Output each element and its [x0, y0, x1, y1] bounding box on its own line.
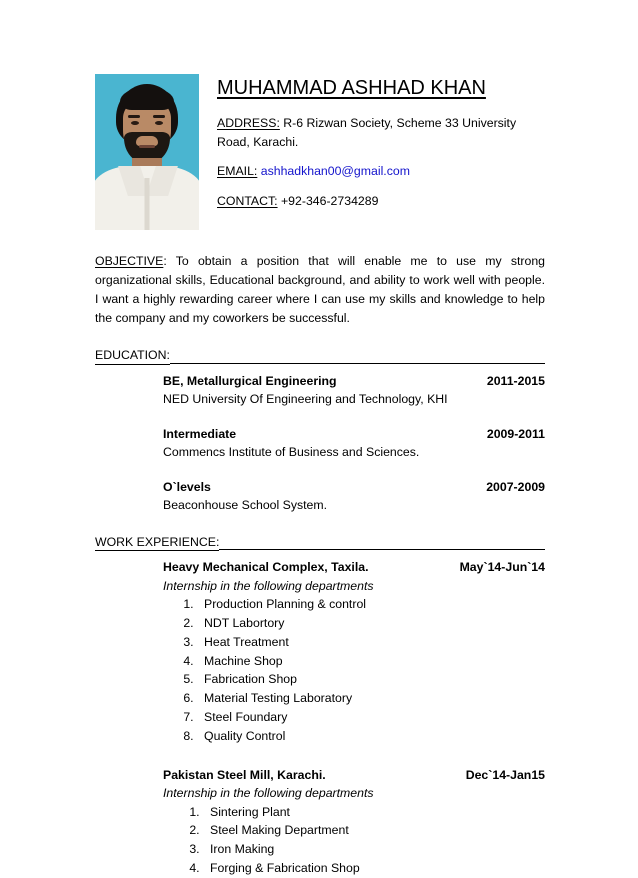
- page-title: MUHAMMAD ASHHAD KHAN: [217, 77, 486, 99]
- list-item: 2. NDT Labortory: [197, 614, 545, 633]
- work-subtitle: Internship in the following departments: [163, 786, 374, 801]
- work-experience-entries: [95, 558, 545, 878]
- objective-text: : To obtain a position that will enable me to use my strong organizational skills, Educational background, and ability to work well with people. I want a highly rewarding career where I can use my skills and knowledge to help the company and my coworkers be successful.: [95, 254, 545, 326]
- degree-title: Intermediate: [163, 426, 237, 441]
- photo-mouth: [139, 145, 155, 148]
- photo-eye-left: [131, 121, 139, 125]
- profile-photo: [95, 74, 199, 230]
- photo-placket: [145, 178, 150, 230]
- contact-label: CONTACT:: [217, 194, 278, 209]
- degree-title: BE, Metallurgical Engineering: [163, 373, 337, 388]
- work-experience-heading-label: WORK EXPERIENCE:: [95, 535, 219, 552]
- resume-content: [95, 74, 545, 878]
- objective-section: [95, 252, 545, 328]
- list-item: 4. Machine Shop: [197, 652, 545, 671]
- header-text-block: [199, 74, 545, 222]
- institute-name: Commencs Institute of Business and Sciences.: [163, 445, 420, 460]
- education-entries: [95, 372, 545, 515]
- institute-name: NED University Of Engineering and Technology, KHI: [163, 392, 448, 407]
- work-dates: May`14-Jun`14: [459, 560, 545, 575]
- work-subtitle: Internship in the following departments: [163, 578, 374, 593]
- work-experience-heading: [95, 535, 545, 552]
- contact-value: +92-346-2734289: [277, 194, 379, 209]
- email-link[interactable]: ashhadkhan00@gmail.com: [260, 164, 410, 179]
- education-heading-label: EDUCATION:: [95, 348, 170, 365]
- work-entry-header: [163, 766, 545, 784]
- list-item: 1. Production Planning & control: [197, 595, 545, 614]
- list-item: 8. Quality Control: [197, 727, 545, 746]
- email-label: EMAIL:: [217, 164, 258, 179]
- institute-name: Beaconhouse School System.: [163, 498, 328, 513]
- list-item: 2. Steel Making Department: [203, 821, 545, 840]
- degree-years: 2007-2009: [486, 479, 545, 494]
- list-item: 3. Iron Making: [203, 840, 545, 859]
- work-entry-header: [163, 558, 545, 576]
- degree-title: O`levels: [163, 479, 211, 494]
- photo-brow-left: [128, 115, 140, 118]
- education-entry: [163, 372, 545, 409]
- education-entry-header: [163, 478, 545, 496]
- list-item: 5. Fabrication Shop: [197, 670, 545, 689]
- degree-years: 2011-2015: [486, 373, 545, 388]
- company-name: Pakistan Steel Mill, Karachi.: [163, 767, 326, 782]
- education-entry-header: [163, 425, 545, 443]
- education-heading: [95, 348, 545, 365]
- work-experience-heading-rule: [219, 549, 545, 550]
- list-item: 1. Sintering Plant: [203, 803, 545, 822]
- list-item: 6. Material Testing Laboratory: [197, 689, 545, 708]
- education-entry: [163, 478, 545, 515]
- objective-label: OBJECTIVE: [95, 254, 164, 268]
- address-line: [217, 114, 545, 151]
- email-line: [217, 162, 545, 181]
- contact-line: [217, 192, 545, 211]
- degree-years: 2009-2011: [486, 426, 545, 441]
- education-heading-rule: [170, 363, 545, 364]
- work-entry: [163, 766, 545, 878]
- education-entry: [163, 425, 545, 462]
- department-list: [163, 803, 545, 878]
- list-item: 4. Forging & Fabrication Shop: [203, 859, 545, 878]
- address-value: R-6 Rizwan Society, Scheme 33 University Road, Karachi.: [217, 116, 517, 149]
- company-name: Heavy Mechanical Complex, Taxila.: [163, 560, 369, 575]
- list-item: 3. Heat Treatment: [197, 633, 545, 652]
- work-dates: Dec`14-Jan15: [465, 767, 545, 782]
- resume-header: [95, 74, 545, 230]
- department-list: [163, 595, 545, 746]
- work-entry: [163, 558, 545, 745]
- address-label: ADDRESS:: [217, 116, 280, 130]
- photo-fringe: [120, 88, 174, 110]
- photo-brow-right: [153, 115, 165, 118]
- list-item: 7. Steel Foundary: [197, 708, 545, 727]
- education-entry-header: [163, 372, 545, 390]
- photo-eye-right: [155, 121, 163, 125]
